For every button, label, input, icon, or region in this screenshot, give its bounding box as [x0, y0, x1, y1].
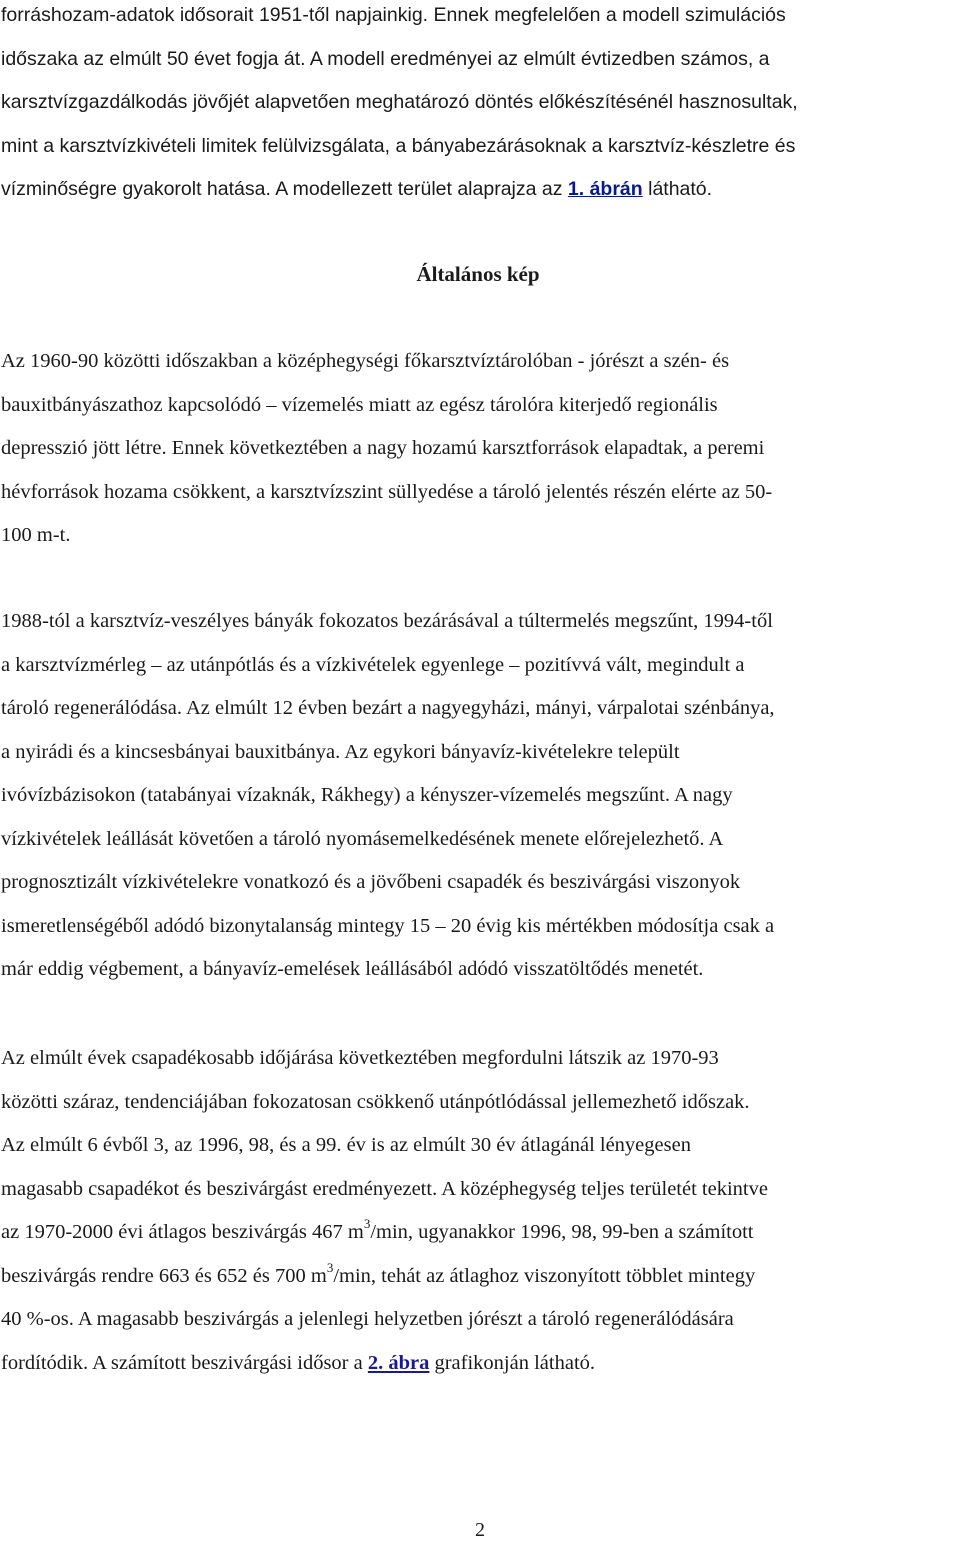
- superscript: 3: [363, 1216, 371, 1232]
- paragraph-line: /min, ugyanakkor 1996, 98, 99-ben a számított: [370, 1221, 754, 1243]
- paragraph-2: [1, 600, 957, 992]
- intro-line: látható.: [642, 178, 713, 200]
- figure-2-link[interactable]: 2. ábra: [367, 1351, 430, 1374]
- page-number: 2: [475, 1519, 485, 1541]
- paragraph-line: 1988-tól a karsztvíz-veszélyes bányák fokozatos bezárásával a túltermelés megszűnt, 1994-től: [1, 610, 773, 632]
- paragraph-line: prognosztizált vízkivételekre vonatkozó és a jövőbeni csapadék és beszivárgási viszonyok: [1, 871, 741, 893]
- intro-line: forráshozam-adatok idősorait 1951-től napjainkig. Ennek megfelelően a modell szimulációs: [1, 4, 786, 26]
- paragraph-line: a nyirádi és a kincsesbányai bauxitbánya. Az egykori bányavíz-kivételekre települt: [1, 740, 680, 763]
- intro-paragraph: [1, 0, 957, 212]
- section-title: Általános kép: [416, 262, 540, 286]
- paragraph-line: /min, tehát az átlaghoz viszonyított többlet mintegy: [333, 1264, 756, 1287]
- paragraph-line: ivóvízbázisokon (tatabányai vízaknák, Rákhegy) a kényszer-vízemelés megszűnt. A nagy: [1, 784, 733, 806]
- paragraph-line: tároló regenerálódása. Az elmúlt 12 évben bezárt a nagyegyházi, mányi, várpalotai szénbánya,: [1, 697, 775, 719]
- paragraph-line: Az elmúlt évek csapadékosabb időjárása következtében megfordulni látszik az 1970-93: [1, 1047, 719, 1069]
- intro-line: vízminőségre gyakorolt hatása. A modellezett terület alaprajza az: [1, 178, 568, 200]
- paragraph-line: 40 %-os. A magasabb beszivárgás a jelenlegi helyzetben jórészt a tároló regenerálódására: [1, 1308, 734, 1330]
- paragraph-line: a karsztvízmérleg – az utánpótlás és a vízkivételek egyenlege – pozitívvá vált, megindult a: [1, 653, 745, 676]
- paragraph-line: bauxitbányászathoz kapcsolódó – vízemelés miatt az egész tárolóra kiterjedő regionális: [1, 393, 718, 416]
- paragraph-line: 100 m-t.: [1, 524, 71, 546]
- figure-1-link[interactable]: 1. ábrán: [567, 178, 643, 200]
- paragraph-line: hévforrások hozama csökkent, a karsztvízszint süllyedése a tároló jelentés részén elérte az 50-: [1, 480, 773, 503]
- paragraph-line: Az 1960-90 közötti időszakban a középhegységi főkarsztvíztárolóban - jórészt a szén- és: [1, 350, 730, 372]
- paragraph-line: Az elmúlt 6 évből 3, az 1996, 98, és a 99. év is az elmúlt 30 év átlagánál lényegesen: [1, 1134, 691, 1156]
- paragraph-1: [1, 340, 957, 558]
- intro-line: karsztvízgazdálkodás jövőjét alapvetően meghatározó döntés előkészítésénél hasznosultak,: [1, 91, 798, 113]
- paragraph-line: az 1970-2000 évi átlagos beszivárgás 467 m: [1, 1221, 364, 1243]
- paragraph-line: fordítódik. A számított beszivárgási idősor a: [1, 1351, 368, 1374]
- paragraph-line: grafikonján látható.: [429, 1351, 596, 1374]
- paragraph-line: vízkivételek leállását követően a tároló nyomásemelkedésének menete előrejelezhető. A: [1, 827, 724, 850]
- intro-line: mint a karsztvízkivételi limitek felülvizsgálata, a bányabezárásoknak a karsztvíz-készletre és: [1, 134, 796, 157]
- paragraph-line: magasabb csapadékot és beszivárgást eredményezett. A középhegység teljes területét tekintve: [1, 1177, 768, 1200]
- intro-line: időszaka az elmúlt 50 évet fogja át. A modell eredményei az elmúlt évtizedben számos, a: [1, 47, 770, 70]
- paragraph-line: már eddig végbement, a bányavíz-emelések leállásából adódó visszatöltődés menetét.: [1, 958, 704, 980]
- paragraph-3: [1, 1037, 957, 1385]
- paragraph-line: beszivárgás rendre 663 és 652 és 700 m: [1, 1264, 327, 1287]
- paragraph-line: közötti száraz, tendenciájában fokozatosan csökkenő utánpótlódással jellemezhető időszak.: [1, 1090, 750, 1113]
- paragraph-line: depresszió jött létre. Ennek következtében a nagy hozamú karsztforrások elapadtak, a peremi: [1, 437, 765, 459]
- paragraph-line: ismeretlenségéből adódó bizonytalanság mintegy 15 – 20 évig kis mértékben módosítja csak a: [1, 914, 775, 937]
- superscript: 3: [326, 1259, 334, 1275]
